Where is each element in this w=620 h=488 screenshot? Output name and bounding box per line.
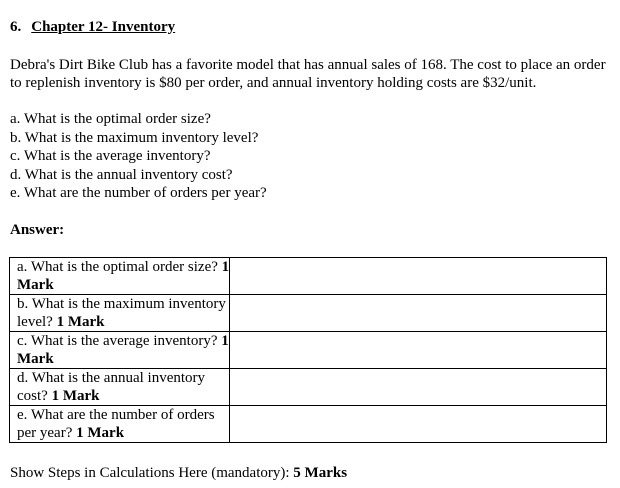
answer-cell[interactable]	[230, 332, 607, 369]
answer-cell[interactable]	[230, 369, 607, 406]
answer-table	[9, 257, 607, 443]
answer-cell[interactable]	[230, 258, 607, 295]
table-row	[10, 406, 607, 443]
marks-label: 1 Mark	[17, 333, 229, 367]
question-text: c. What is the average inventory?	[17, 333, 218, 349]
question-item: d. What is the annual inventory cost?	[10, 166, 233, 183]
question-item: a. What is the optimal order size?	[10, 111, 211, 127]
answer-cell[interactable]	[230, 406, 607, 443]
question-text: e. What are the number of orders per year?	[17, 407, 215, 441]
marks-label: 1 Mark	[56, 314, 105, 330]
question-cell	[10, 369, 230, 406]
answer-label: Answer:	[10, 222, 65, 238]
section-heading	[10, 19, 175, 36]
question-text: d. What is the annual inventory cost?	[17, 370, 206, 404]
table-row	[10, 258, 607, 295]
question-cell	[10, 258, 230, 295]
question-list	[10, 110, 267, 203]
footer-instruction	[10, 465, 347, 482]
problem-text: Debra's Dirt Bike Club has a favorite model that has annual sales of 168. The cost to place an order to replenish inventory is $80 per order, and annual inventory holding costs are $32/unit.	[10, 57, 606, 91]
section-title: Chapter 12- Inventory	[31, 19, 176, 35]
marks-label: 1 Mark	[17, 259, 230, 293]
answer-cell[interactable]	[230, 295, 607, 332]
footer-marks: 5 Marks	[293, 465, 348, 481]
question-item: b. What is the maximum inventory level?	[10, 129, 259, 146]
footer-text: Show Steps in Calculations Here (mandatory):	[10, 465, 294, 481]
table-row	[10, 295, 607, 332]
question-cell	[10, 332, 230, 369]
question-item: c. What is the average inventory?	[10, 148, 211, 164]
question-text: b. What is the maximum inventory level?	[17, 296, 226, 330]
question-cell	[10, 295, 230, 332]
table-row	[10, 332, 607, 369]
question-cell	[10, 406, 230, 443]
marks-label: 1 Mark	[76, 425, 125, 441]
question-item: e. What are the number of orders per year?	[10, 185, 267, 201]
marks-label: 1 Mark	[51, 388, 100, 404]
table-row	[10, 369, 607, 406]
section-number: 6.	[10, 19, 22, 35]
question-text: a. What is the optimal order size?	[17, 259, 218, 275]
